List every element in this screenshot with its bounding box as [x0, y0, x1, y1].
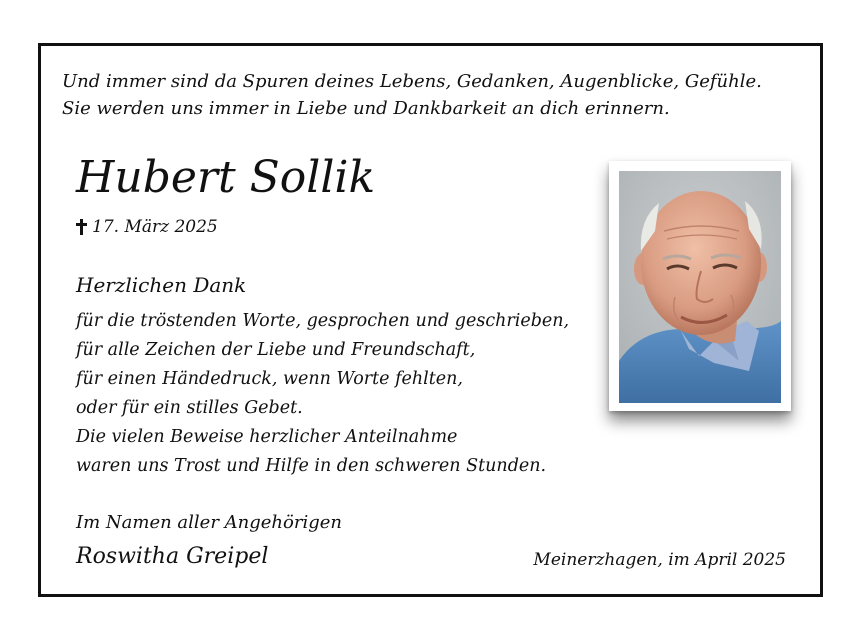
thanks-line: für alle Zeichen der Liebe und Freundschaft,	[76, 340, 476, 360]
thanks-line: für die tröstenden Worte, gesprochen und geschrieben,	[76, 311, 570, 331]
place-date: Meinerzhagen, im April 2025	[533, 550, 786, 570]
thanks-line: Die vielen Beweise herzlicher Anteilnahme	[76, 427, 458, 447]
thanks-heading: Herzlichen Dank	[76, 273, 247, 297]
death-date: 17. März 2025	[92, 217, 218, 237]
portrait-photo	[619, 171, 781, 403]
thanks-text	[76, 307, 569, 481]
motto-line: Sie werden uns immer in Liebe und Dankbarkeit an dich erinnern.	[62, 98, 670, 119]
thanks-line: oder für ein stilles Gebet.	[76, 398, 303, 418]
photo-frame	[609, 161, 791, 411]
motto	[62, 68, 762, 122]
thanks-line: waren uns Trost und Hilfe in den schweren Stunden.	[76, 456, 547, 476]
on-behalf-line: Im Namen aller Angehörigen	[76, 512, 342, 533]
thanks-line: für einen Händedruck, wenn Worte fehlten,	[76, 369, 463, 389]
motto-line: Und immer sind da Spuren deines Lebens, Gedanken, Augenblicke, Gefühle.	[62, 71, 762, 92]
deceased-name: Hubert Sollik	[76, 152, 376, 203]
death-date-line	[76, 216, 218, 238]
signer-name: Roswitha Greipel	[76, 544, 269, 569]
cross-icon	[76, 219, 87, 235]
